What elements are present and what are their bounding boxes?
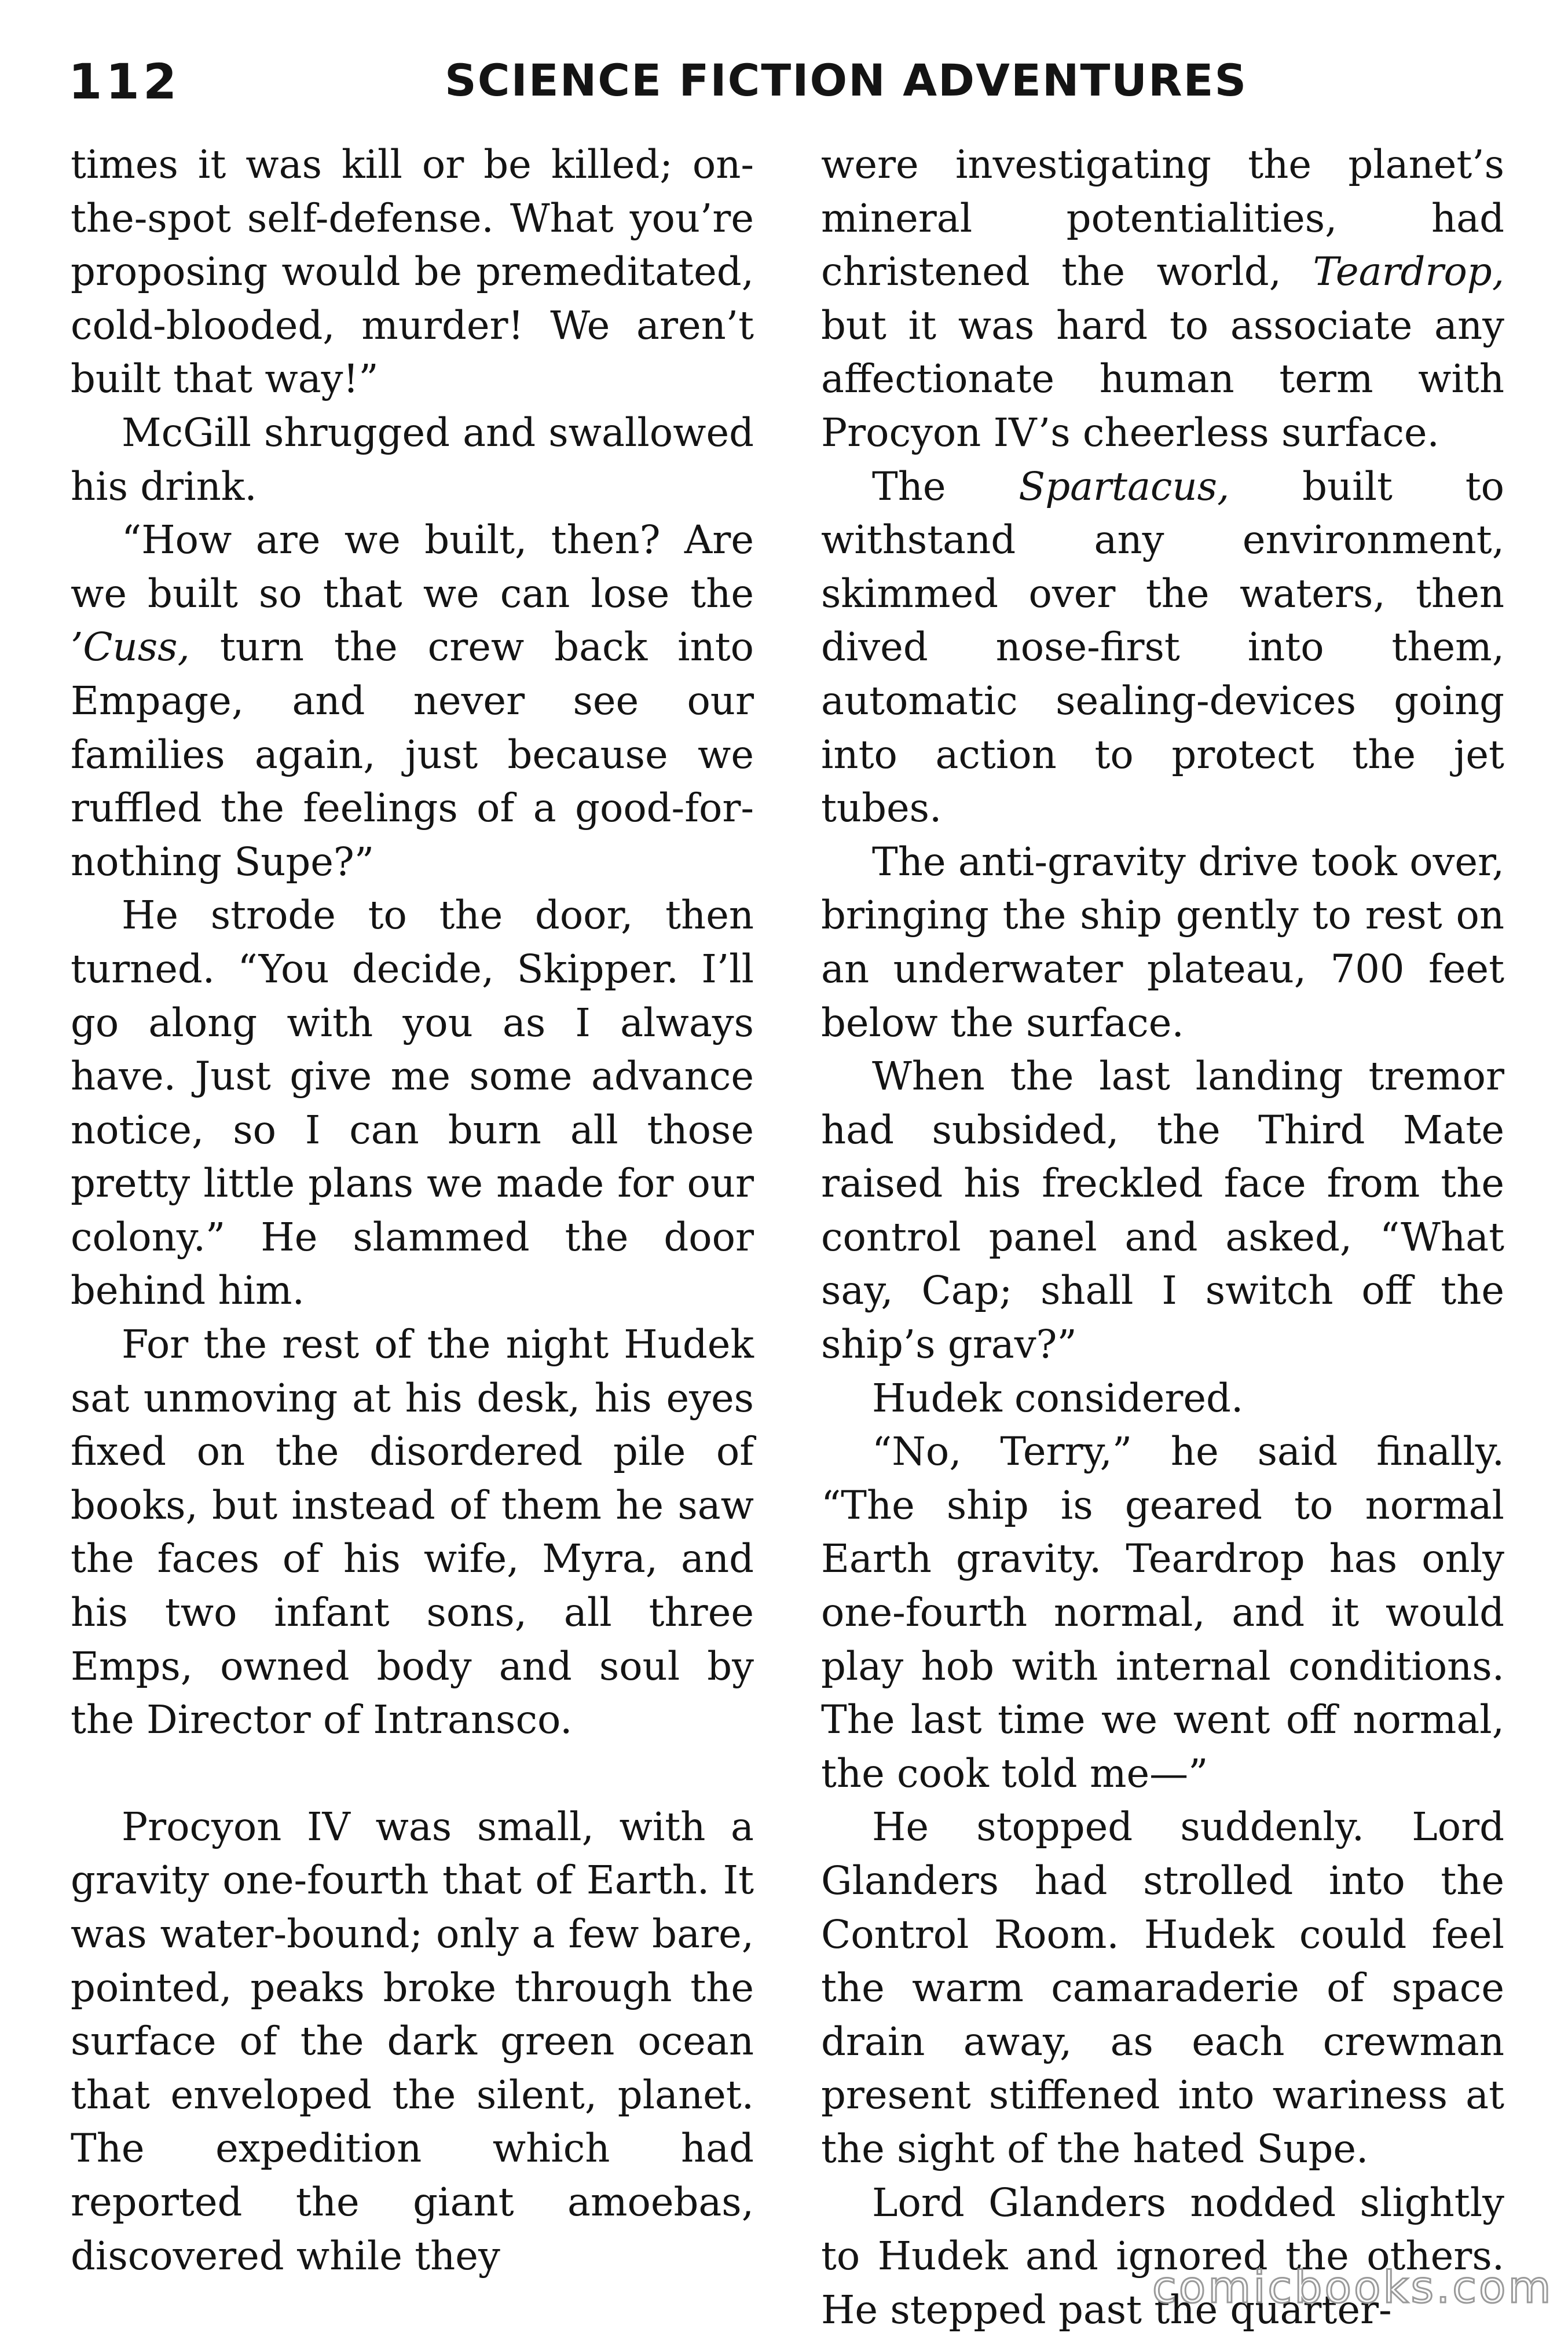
text-run: but it was hard to associate any affectionate human term with Procyon IV’s cheerless surface. — [821, 302, 1504, 455]
paragraph: times it was kill or be killed; on-the-spot self-defense. What you’re proposing would be premeditated, cold-blooded, murder! We aren’t built that way!” — [71, 142, 754, 402]
paragraph: Hudek considered. — [872, 1375, 1244, 1421]
ship-name-italic: Spartacus, — [1019, 463, 1230, 509]
paragraph: He strode to the door, then turned. “You decide, Skipper. I’ll go along with you as I always have. Just give me some advance notice, so I can burn all those pretty little plans we made for our colony.” He slammed the door behind him. — [71, 893, 754, 1314]
text-run: built to withstand any environment, skimmed over the waters, then dived nose-first into them, automatic sealing-devices going into action to protect the jet tubes. — [821, 463, 1504, 831]
page-header — [68, 53, 1509, 123]
text-run: “How are we built, then? Are we built so that we can lose the — [71, 517, 754, 616]
text-run: The — [872, 463, 1019, 509]
right-column — [821, 138, 1504, 2337]
text-run: were investigating the planet’s mineral potentialities, had christened the world, — [821, 142, 1504, 295]
paragraph: “No, Terry,” he said finally. “The ship is geared to normal Earth gravity. Teardrop has only one-fourth normal, and it would play hob with internal conditions. The last time we went off normal, the cook told me—” — [821, 1429, 1504, 1796]
section-break — [71, 1747, 754, 1800]
paragraph — [821, 460, 1504, 835]
paragraph: When the last landing tremor had subsided, the Third Mate raised his freckled face from the control panel and asked, “What say, Cap; shall I switch off the ship’s grav?” — [821, 1054, 1504, 1368]
paragraph — [821, 138, 1504, 460]
text-run: turn the crew back into Empage, and never see our families again, just because we ruffled the feelings of a good-for-nothing Supe?” — [71, 624, 754, 884]
ship-name-italic: ’Cuss, — [71, 624, 190, 670]
paragraph: The anti-gravity drive took over, bringing the ship gently to rest on an underwater plateau, 700 feet below the surface. — [821, 839, 1504, 1045]
paragraph: He stopped suddenly. Lord Glanders had strolled into the Control Room. Hudek could feel the warm camaraderie of space drain away, as each crewman present stiffened into wariness at the sight of the hated Supe. — [821, 1804, 1504, 2171]
watermark: comicbooks.com — [1152, 2261, 1554, 2313]
paragraph: McGill shrugged and swallowed his drink. — [71, 409, 754, 509]
paragraph: For the rest of the night Hudek sat unmoving at his desk, his eyes fixed on the disordered pile of books, but instead of them he saw the faces of his wife, Myra, and his two infant sons, all three Emps, owned body and soul by the Director of Intransco. — [71, 1322, 754, 1743]
page-number: 112 — [68, 53, 181, 110]
paragraph: Lord Glanders nodded slightly to Hudek and ignored the others. He stepped past the quarter- — [821, 2180, 1504, 2332]
planet-name-italic: Teardrop, — [1313, 249, 1504, 295]
running-title: SCIENCE FICTION ADVENTURES — [445, 54, 1248, 106]
left-column — [71, 138, 754, 2283]
paragraph: Procyon IV was small, with a gravity one-fourth that of Earth. It was water-bound; only a few bare, pointed, peaks broke through the surface of the dark green ocean that enveloped the silent, planet. The expedition which had reported the giant amoebas, discovered while they — [71, 1804, 754, 2279]
paragraph — [71, 513, 754, 889]
